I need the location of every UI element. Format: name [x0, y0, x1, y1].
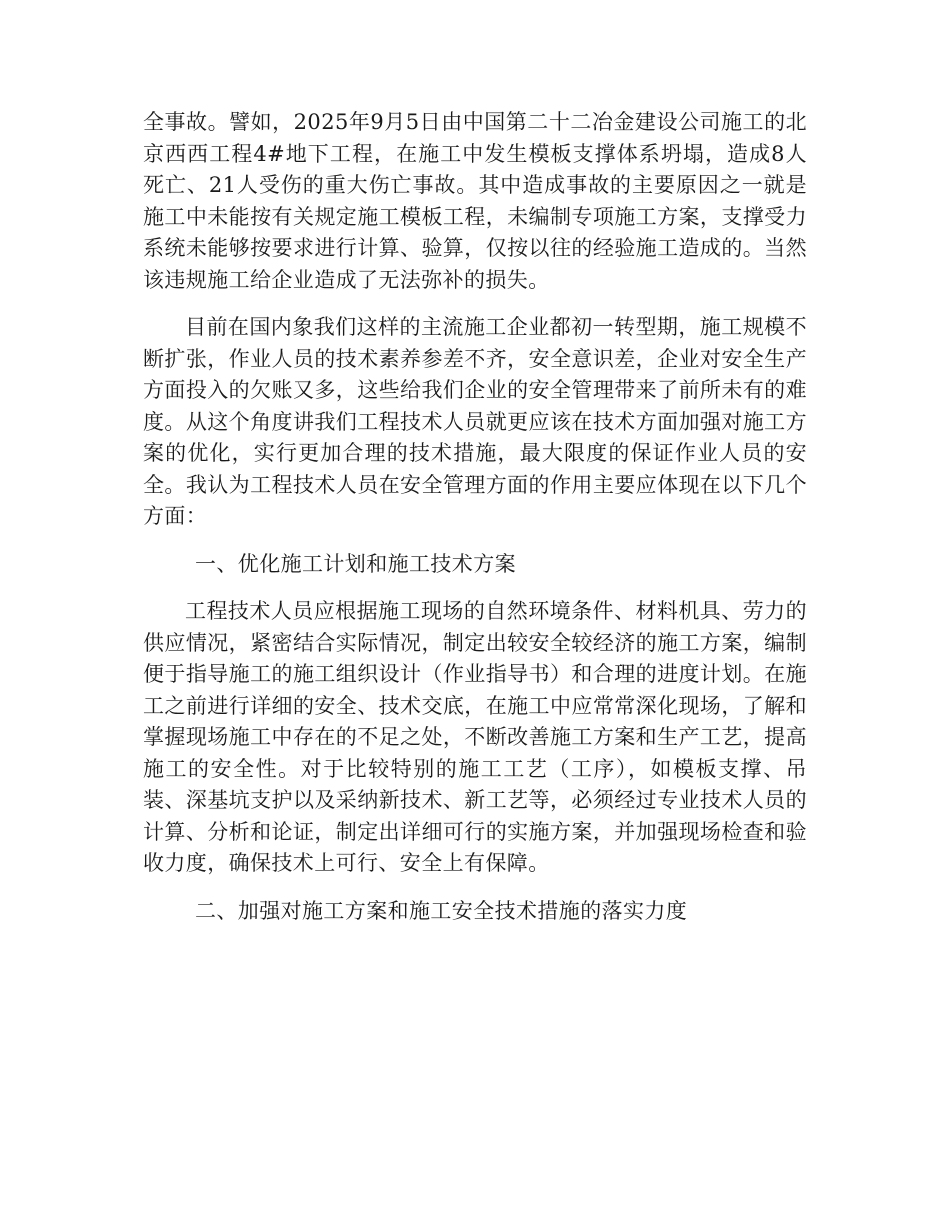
- paragraph-optimize-plan: 工程技术人员应根据施工现场的自然环境条件、材料机具、劳力的供应情况，紧密结合实际情况，制定出较安全较经济的施工方案，编制便于指导施工的施工组织设计（作业指导书）和合理的进度计划。在施工之前进行详细的安全、技术交底，在施工中应常常深化现场，了解和掌握现场施工中存在的不足之处，不断改善施工方案和生产工艺，提高施工的安全性。对于比较特别的施工工艺（工序），如模板支撑、吊装、深基坑支护以及采纳新技术、新工艺等，必须经过专业技术人员的计算、分析和论证，制定出详细可行的实施方案，并加强现场检查和验收力度，确保技术上可行、安全上有保障。: [143, 599, 807, 875]
- section-heading-2: 二、加强对施工方案和施工安全技术措施的落实力度: [195, 898, 688, 923]
- paragraph-current-situation: 目前在国内象我们这样的主流施工企业都初一转型期，施工规模不断扩张，作业人员的技术素养参差不齐，安全意识差，企业对安全生产方面投入的欠账又多，这些给我们企业的安全管理带来了前所未有的难度。从这个角度讲我们工程技术人员就更应该在技术方面加强对施工方案的优化，实行更加合理的技术措施，最大限度的保证作业人员的安全。我认为工程技术人员在安全管理方面的作用主要应体现在以下几个方面：: [143, 315, 807, 528]
- section-heading-1: 一、优化施工计划和施工技术方案: [195, 551, 516, 576]
- paragraph-accident-example: 全事故。譬如，2025年9月5日由中国第二十二冶金建设公司施工的北京西西工程4#地下工程，在施工中发生模板支撑体系坍塌，造成8人死亡、21人受伤的重大伤亡事故。其中造成事故的主要原因之一就是施工中未能按有关规定施工模板工程，未编制专项施工方案，支撑受力系统未能够按要求进行计算、验算，仅按以往的经验施工造成的。当然该违规施工给企业造成了无法弥补的损失。: [143, 110, 807, 292]
